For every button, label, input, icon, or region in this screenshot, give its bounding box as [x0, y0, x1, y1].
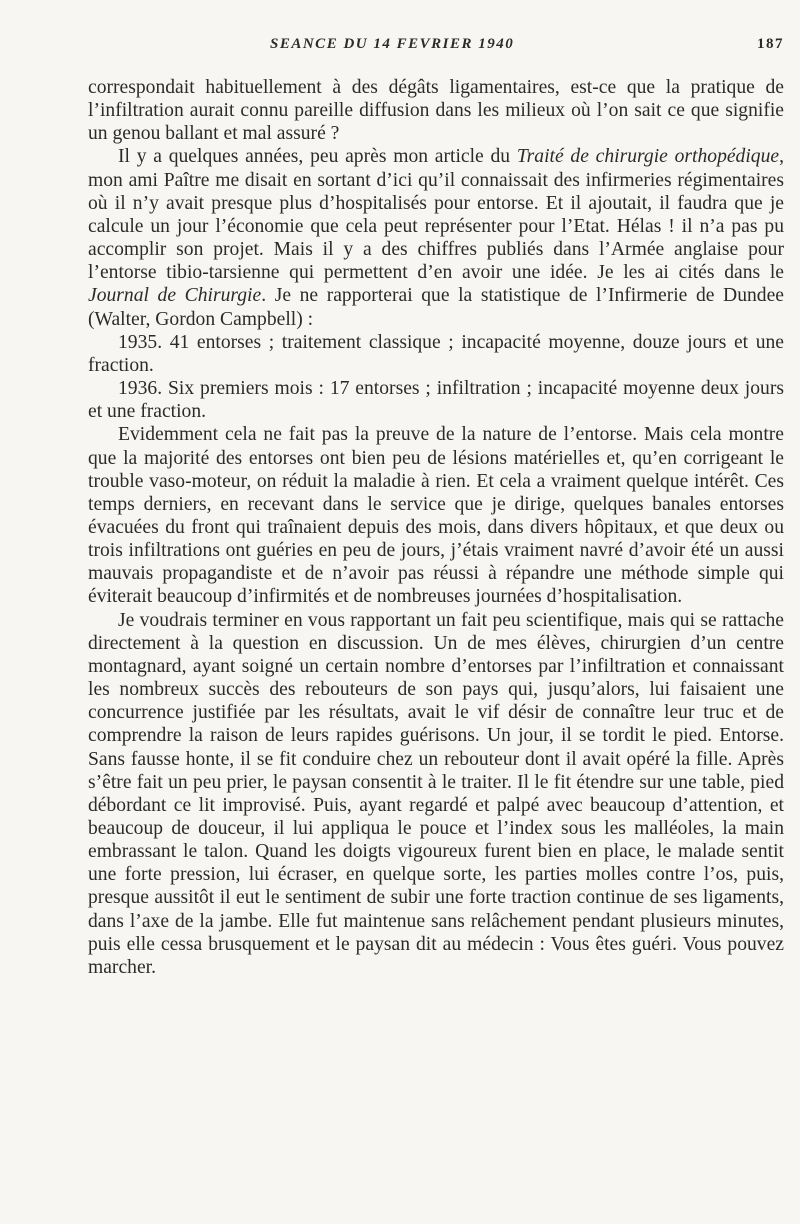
paragraph-2-text-a: Il y a quelques années, peu après mon article du: [118, 146, 517, 168]
paragraph-5: Evidemment cela ne fait pas la preuve de la nature de l’entorse. Mais cela montre que la majorité des entorses ont bien peu de lésions matérielles et, qu’en corrigeant le trouble vaso-moteur, on réduit la maladie à rien. Et cela a vraiment quelque intérêt. Ces temps derniers, en recevant dans le service que je dirige, quelques banales entorses évacuées du front qui traînaient depuis des mois, dans divers hôpitaux, et que deux ou trois infiltrations ont guéries en peu de jours, j’étais vraiment navré d’avoir été un aussi mauvais propagandiste et de n’avoir pas réussi à répandre une méthode simple qui éviterait beaucoup d’infirmités et de nombreuses journées d’hospitalisation.: [88, 424, 784, 608]
paragraph-2-text-c: , mon ami Paître me disait en sortant d’ici qu’il connaissait des infirmeries régimentaires où il n’y avait presque plus d’hospitalisés pour entorse. Et il ajoutait, il faudra que je calcule un jour l’économie que cela peut représenter pour l’Etat. Hélas ! il n’a pas pu accomplir son projet. Mais il y a des chiffres publiés dans l’Armée anglaise pour l’entorse tibio-tarsienne qui permettent d’en avoir une idée. Je les ai cités dans le: [88, 146, 784, 284]
page-number: 187: [757, 36, 784, 52]
running-head: [88, 30, 784, 60]
body-text: [88, 76, 784, 979]
journal-title: Journal de Chirurgie: [88, 285, 262, 307]
book-title-traite: Traité de chirurgie orthopédique: [516, 146, 780, 168]
paragraph-2-text-e: . Je ne rapporterai que la statistique de l’Infirmerie de Dundee (Walter, Gordon Campbell) :: [88, 285, 784, 330]
document-page: [88, 30, 784, 979]
paragraph-1: correspondait habituellement à des dégâts ligamentaires, est-ce que la pratique de l’infiltration aurait connu pareille diffusion dans les milieux où l’on sait ce que signifie un genou ballant et mal assuré ?: [88, 77, 784, 145]
paragraph-2: [88, 145, 784, 330]
paragraph-6: Je voudrais terminer en vous rapportant un fait peu scientifique, mais qui se rattache directement à la question en discussion. Un de mes élèves, chirurgien d’un centre montagnard, ayant soigné un certain nombre d’entorses par l’infiltration et connaissant les nombreux succès des rebouteurs de son pays qui, jusqu’alors, lui faisaient une concurrence justifiée par les résultats, avait le vif désir de connaître leur truc et de comprendre la raison de leurs rapides guérisons. Un jour, il se tordit le pied. Entorse. Sans fausse honte, il se fit conduire chez un rebouteur dont il avait opéré la fille. Après s’être fait un peu prier, le paysan consentit à le traiter. Il le fit étendre sur une table, pied débordant ce lit improvisé. Puis, ayant regardé et palpé avec beaucoup d’attention, et beaucoup de douceur, il lui appliqua le pouce et l’index sous les malléoles, la main embrassant le talon. Quand les doigts vigoureux furent bien en place, le malade sentit une forte pression, lui écraser, en quelque sorte, les parties molles contre l’os, puis, presque aussitôt il eut le sentiment de subir une forte traction continue de ses ligaments, dans l’axe de la jambe. Elle fut maintenue sans relâchement pendant plusieurs minutes, puis elle cessa brusquement et le paysan dit au médecin : Vous êtes guéri. Vous pouvez marcher.: [88, 609, 784, 978]
paragraph-stat-1936: 1936. Six premiers mois : 17 entorses ; infiltration ; incapacité moyenne deux jours et une fraction.: [88, 378, 784, 423]
paragraph-stat-1935: 1935. 41 entorses ; traitement classique ; incapacité moyenne, douze jours et une fraction.: [88, 331, 784, 376]
running-title: SEANCE DU 14 FEVRIER 1940: [270, 36, 515, 52]
